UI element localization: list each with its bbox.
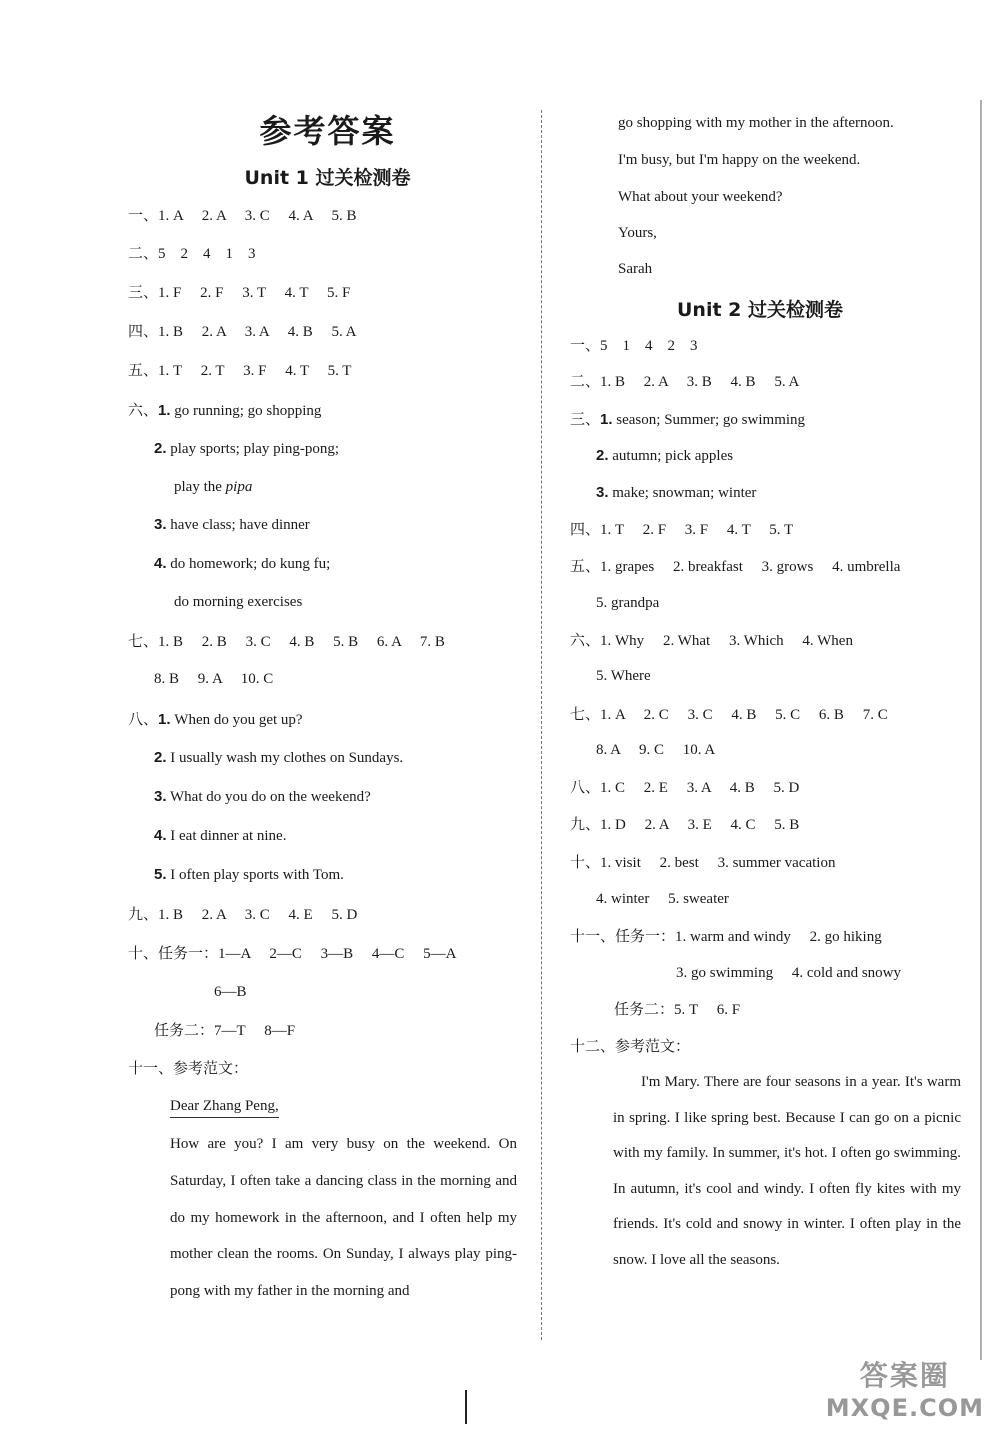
unit2-section-6-row1: 六、1. Why 2. What 3. Which 4. When	[570, 631, 853, 649]
unit1-heading: Unit 1 过关检测卷	[244, 167, 411, 189]
watermark-url: MXQE.COM	[825, 1394, 984, 1422]
letter-signature: Sarah	[618, 261, 653, 277]
unit1-section-6-line6: do morning exercises	[174, 594, 303, 610]
unit1-section-4: 四、1. B 2. A 3. A 4. B 5. A	[128, 322, 357, 340]
unit1-section-10-row3: 任务二：7—T 8—F	[154, 1021, 296, 1039]
unit1-section-6-line2: 2. play sports; play ping-pong;	[154, 440, 340, 457]
site-watermark	[826, 1354, 984, 1422]
watermark-logo-text: 答案圈	[859, 1359, 950, 1392]
page-edge	[972, 100, 982, 1360]
unit2-section-3-line1: 三、1. season; Summer; go swimming	[570, 410, 806, 428]
unit2-section-12-label: 十二、参考范文：	[570, 1037, 691, 1055]
unit2-section-10-row2: 4. winter 5. sweater	[596, 891, 729, 907]
unit2-section-5-row2: 5. grandpa	[596, 595, 660, 611]
unit2-section-5-row1: 五、1. grapes 2. breakfast 3. grows 4. umbrella	[570, 557, 901, 575]
unit1-section-10-row1: 十、任务一：1—A 2—C 3—B 4—C 5—A	[128, 944, 457, 962]
unit1-section-8-line2: 2. I usually wash my clothes on Sundays.	[154, 749, 404, 766]
unit1-section-7-row1: 七、1. B 2. B 3. C 4. B 5. B 6. A 7. B	[128, 632, 445, 650]
unit1-section-1: 一、1. A 2. A 3. C 4. A 5. B	[128, 206, 357, 224]
unit2-section-8: 八、1. C 2. E 3. A 4. B 5. D	[570, 778, 800, 796]
unit1-section-9: 九、1. B 2. A 3. C 4. E 5. D	[128, 905, 358, 923]
unit1-section-3: 三、1. F 2. F 3. T 4. T 5. F	[128, 283, 351, 301]
unit1-section-2: 二、5 2 4 1 3	[128, 244, 256, 262]
unit1-section-6-line5: 4. do homework; do kung fu;	[154, 555, 331, 572]
unit2-section-1: 一、5 1 4 2 3	[570, 336, 698, 354]
letter-cont-line2: I'm busy, but I'm happy on the weekend.	[618, 152, 861, 168]
unit2-section-6-row2: 5. Where	[596, 668, 651, 684]
unit1-section-8-line4: 4. I eat dinner at nine.	[154, 827, 287, 844]
unit1-section-6-line4: 3. have class; have dinner	[154, 516, 310, 533]
unit1-section-8-line3: 3. What do you do on the weekend?	[154, 788, 371, 805]
unit1-sample-essay: How are you? I am very busy on the weekend. On Saturday, I often take a dancing class in the morning and do my homework in the afternoon, and I often help my mother clean the rooms. On Sunday, I always play ping-pong with my father in the morning and	[170, 1136, 517, 1300]
letter-cont-line1: go shopping with my mother in the afternoon.	[618, 115, 894, 131]
unit2-section-11-row2: 3. go swimming 4. cold and snowy	[676, 965, 902, 981]
unit1-section-6-line1: 六、1. go running; go shopping	[128, 401, 322, 419]
letter-salutation: Dear Zhang Peng,	[170, 1095, 279, 1118]
unit2-section-7-row2: 8. A 9. C 10. A	[596, 742, 716, 758]
unit1-section-8-line5: 5. I often play sports with Tom.	[154, 866, 344, 883]
unit2-section-9: 九、1. D 2. A 3. E 4. C 5. B	[570, 815, 800, 833]
unit2-section-3-line3: 3. make; snowman; winter	[596, 484, 757, 501]
letter-closing: Yours,	[618, 225, 657, 241]
unit2-section-11-row3: 任务二：5. T 6. F	[614, 1000, 741, 1018]
unit1-section-5: 五、1. T 2. T 3. F 4. T 5. T	[128, 361, 352, 379]
unit1-section-7-row2: 8. B 9. A 10. C	[154, 671, 274, 687]
unit2-section-7-row1: 七、1. A 2. C 3. C 4. B 5. C 6. B 7. C	[570, 705, 888, 723]
column-divider	[541, 110, 542, 1340]
unit1-section-6-line3: play the pipa	[174, 479, 253, 495]
letter-cont-line3: What about your weekend?	[618, 189, 783, 205]
page-mark	[465, 1390, 467, 1424]
unit1-section-10-row2: 6—B	[214, 984, 247, 1000]
unit2-section-4: 四、1. T 2. F 3. F 4. T 5. T	[570, 520, 794, 538]
unit2-section-2: 二、1. B 2. A 3. B 4. B 5. A	[570, 372, 800, 390]
unit2-section-10-row1: 十、1. visit 2. best 3. summer vacation	[570, 853, 836, 871]
unit2-heading: Unit 2 过关检测卷	[677, 299, 843, 321]
unit1-section-11-label: 十一、参考范文：	[128, 1059, 249, 1077]
page-title: 参考答案	[259, 112, 396, 150]
unit2-sample-essay: I'm Mary. There are four seasons in a year. It's warm in spring. I like spring best. Because I can go on a picnic with my family. In summer, it's hot. I often go swimming. In autumn, it's cool and windy. I often fly kites with my friends. It's cold and snowy in winter. I often play in the snow. I love all the seasons.	[613, 1074, 961, 1268]
unit1-section-8-line1: 八、1. When do you get up?	[128, 710, 303, 728]
unit2-section-3-line2: 2. autumn; pick apples	[596, 447, 734, 464]
unit2-section-11-row1: 十一、任务一：1. warm and windy 2. go hiking	[570, 927, 882, 945]
